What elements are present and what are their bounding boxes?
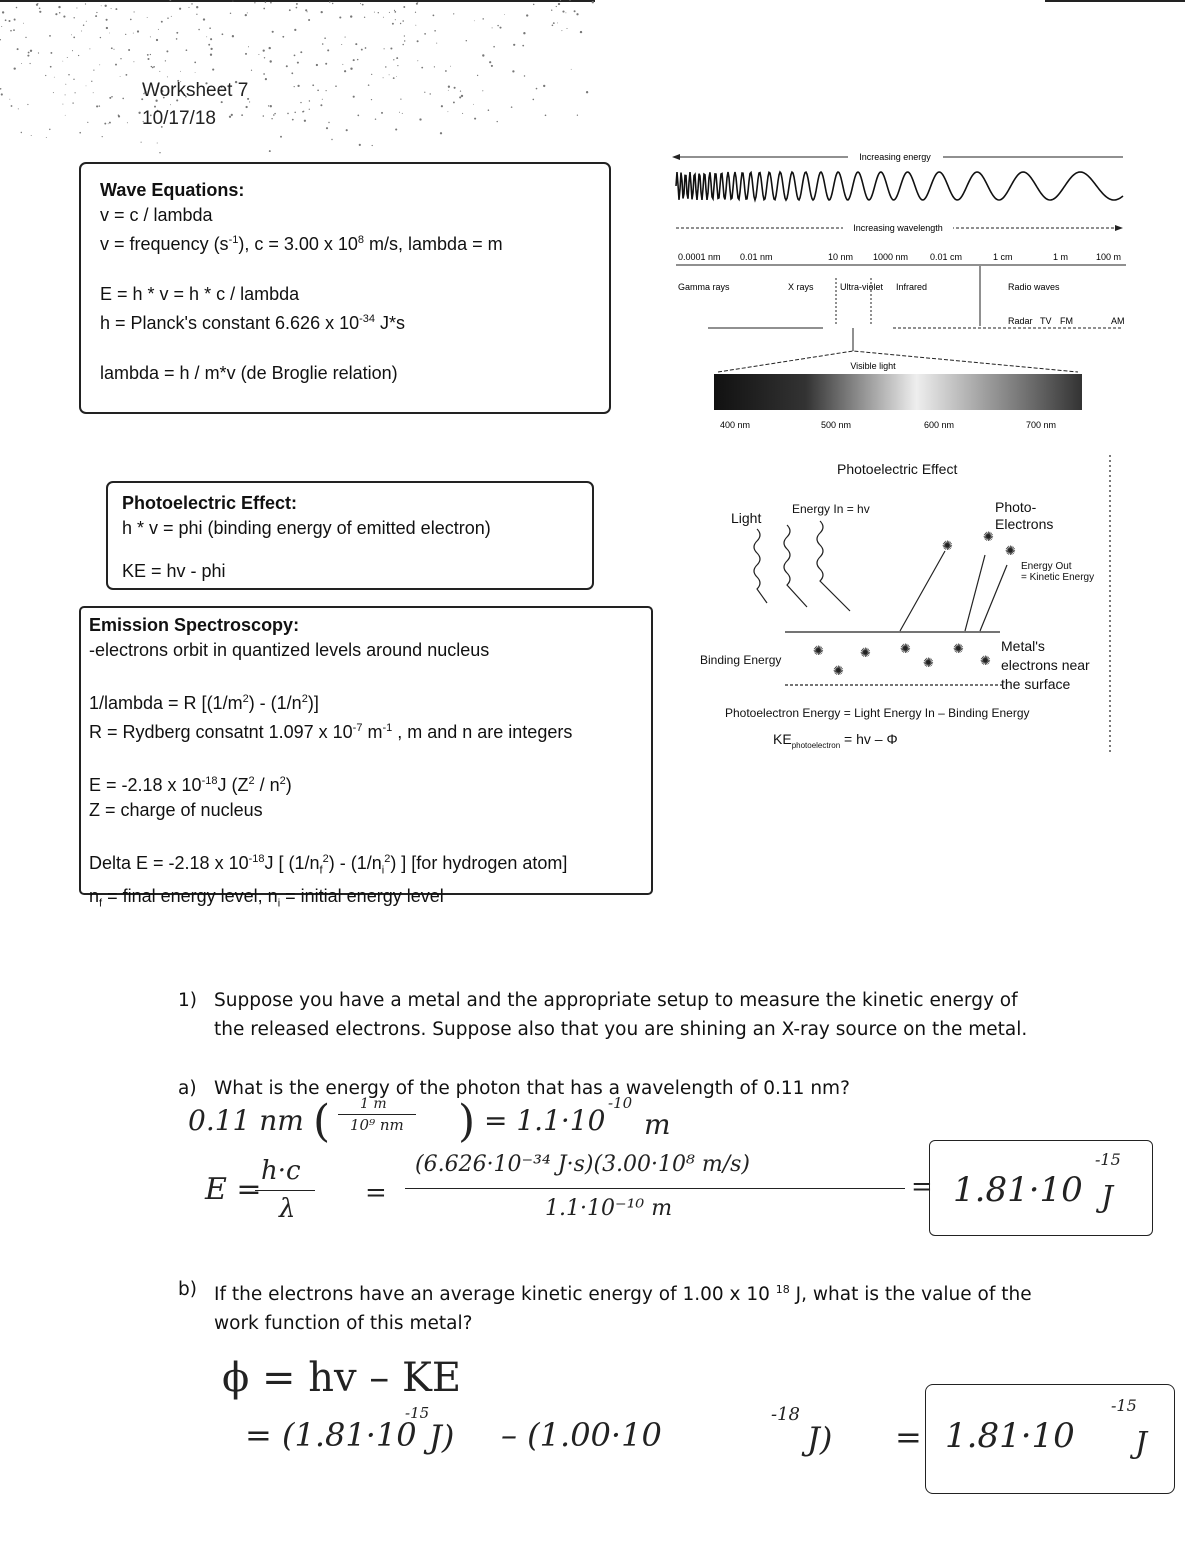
handwritten-answer-a-line-1: 0.11 nm ( 1 m 10⁹ nm ) = 1.1·10 -10 m [188, 1094, 671, 1147]
handwritten-answer-a-line-2: E = h·c λ = (6.626·10⁻³⁴ J·s)(3.00·10⁸ m/s) 1.1·10⁻¹⁰ m = 1.81·10 -15 J [205, 1160, 1165, 1270]
handwritten-answer-b-line-1: ϕ = hv – KE [222, 1355, 462, 1401]
question-1-number: 1) [178, 990, 197, 1011]
electron-icon: ✺ [923, 656, 934, 671]
wave-eq-line-1: v = c / lambda [100, 205, 213, 225]
visible-spectrum-band [714, 374, 1082, 410]
question-b [178, 1275, 1078, 1335]
region-label: X rays [788, 282, 814, 292]
scale-label: 1 cm [993, 252, 1013, 262]
electron-arrow [980, 565, 1007, 631]
visible-scale-label: 500 nm [821, 420, 852, 430]
question-1-line-1: Suppose you have a metal and the appropriate setup to measure the kinetic energy of [214, 990, 1018, 1011]
emission-line-5: Z = charge of nucleus [89, 800, 263, 820]
radio-sub-label: Radar [1008, 316, 1033, 326]
photoelectric-title: Photoelectric Effect: [122, 493, 298, 513]
em-spectrum-figure [668, 146, 1130, 436]
photoelectric-line-1: h * v = phi (binding energy of emitted electron) [122, 518, 491, 538]
emission-title: Emission Spectroscopy: [89, 615, 300, 635]
visible-scale-label: 600 nm [924, 420, 955, 430]
electron-icon: ✺ [983, 530, 994, 545]
scale-label: 0.01 cm [930, 252, 963, 262]
worksheet-title: Worksheet 7 [142, 80, 249, 101]
scale-label: 10 nm [828, 252, 854, 262]
wave-eq-line-4: h = Planck's constant 6.626 x $10^{-34}$ J*s [100, 313, 406, 333]
question-1-line-2: the released electrons. Suppose also that you are shining an X-ray source on the metal. [214, 1019, 1028, 1040]
region-label: Ultra-violet [840, 282, 884, 292]
scale-label: 0.01 nm [740, 252, 773, 262]
energy-out-label: Energy Out = Kinetic Energy [1021, 561, 1095, 583]
scan-edge-line-right [1045, 0, 1185, 2]
region-label: Infrared [896, 282, 928, 292]
radio-sub-label: FM [1060, 316, 1073, 326]
question-b-line-2: work function of this metal? [214, 1313, 473, 1335]
wave-eq-line-3: E = h * v = h * c / lambda [100, 284, 300, 304]
wavelength-arrow-label: Increasing wavelength [853, 223, 943, 233]
emission-spectroscopy-box [79, 606, 653, 910]
electron-icon: ✺ [900, 642, 911, 657]
scan-speckle [0, 0, 600, 160]
metal-electrons-label: Metal's electrons near the surface [1001, 638, 1090, 692]
emission-line-2: 1/lambda = R $[(1/m^2) - (1/n^2)]$ [89, 693, 319, 713]
emission-line-6: Delta E = -2.18 x $10^{-18}J$ [ $(1/n_f^2) - (1/n_i^2)$ ] [for hydrogen atom] [89, 853, 568, 877]
electron-icon: ✺ [860, 646, 871, 661]
wave-eq-line-5: lambda = h / m*v (de Broglie relation) [100, 363, 398, 383]
photoelectric-diagram [695, 455, 1125, 755]
electron-arrow [965, 555, 985, 631]
photo-electrons-label: Photo- Electrons [995, 499, 1054, 532]
photoelectric-line-2: KE = hv - phi [122, 561, 226, 581]
scale-label: 0.0001 nm [678, 252, 721, 262]
photo-diagram-title: Photoelectric Effect [837, 461, 958, 477]
emission-line-4: E = -2.18 x $10^{-18}J$ $(Z^2 / n^2)$ [89, 775, 292, 795]
photoelectric-box [106, 481, 594, 590]
electron-icon: ✺ [980, 654, 991, 669]
scale-label: 100 m [1096, 252, 1122, 262]
electron-icon: ✺ [953, 642, 964, 657]
wave-equations-box [79, 162, 611, 414]
light-ray-squiggle [754, 529, 767, 603]
electron-icon: ✺ [833, 664, 844, 679]
visible-scale-label: 700 nm [1026, 420, 1057, 430]
visible-light-label: Visible light [850, 361, 896, 371]
radio-sub-label: TV [1040, 316, 1052, 326]
question-a-number: a) [178, 1078, 197, 1099]
electron-icon: ✺ [813, 644, 824, 659]
worksheet-date: 10/17/18 [142, 108, 216, 129]
energy-arrow-label: Increasing energy [859, 152, 931, 162]
region-label: Gamma rays [678, 282, 730, 292]
scale-label: 1000 nm [873, 252, 909, 262]
photo-caption: Photoelectron Energy = Light Energy In – Binding Energy [725, 706, 1030, 720]
emission-line-3: R = Rydberg consatnt 1.097 x $10^{-7}$ $m^{-1}$ , m and n are integers [89, 722, 573, 742]
light-ray-squiggle [817, 521, 850, 611]
electron-arrow [900, 551, 945, 631]
light-ray-squiggle [784, 525, 807, 607]
radio-sub-label: AM [1111, 316, 1125, 326]
light-label: Light [731, 510, 762, 526]
scale-label: 1 m [1053, 252, 1069, 262]
em-wave-curve [676, 172, 1123, 200]
electron-icon: ✺ [1005, 544, 1016, 559]
visible-scale-label: 400 nm [720, 420, 751, 430]
binding-energy-label: Binding Energy [700, 653, 782, 667]
region-label: Radio waves [1008, 282, 1060, 292]
photoelectric-drawing [695, 455, 1125, 755]
question-b-number: b) [178, 1279, 197, 1300]
wave-equations-title: Wave Equations: [100, 180, 245, 200]
question-1 [178, 986, 1078, 1046]
energy-in-label: Energy In = hv [792, 502, 870, 516]
handwritten-answer-b-line-2: = (1.81·10 -15 J) – (1.00·10 -18 J) = 1.81·10 -15 J [245, 1400, 1180, 1510]
emission-line-7: $n_f$ = final energy level, $n_i$ = initial energy level [89, 885, 444, 910]
emission-line-1: -electrons orbit in quantized levels around nucleus [89, 640, 490, 660]
photo-formula: $KE_{photoelectron}$ = hv – Φ [773, 731, 898, 750]
electron-icon: ✺ [942, 539, 953, 554]
wave-eq-line-2: v = frequency $(s^{-1})$, c = 3.00 x $10^8$ m/s, lambda = m [100, 234, 503, 254]
question-a-text: What is the energy of the photon that has a wavelength of 0.11 nm? [214, 1078, 850, 1099]
question-b-line-1: If the electrons have an average kinetic energy of 1.00 x 10 $^{18}$ J, what is the value of the [214, 1283, 1032, 1306]
